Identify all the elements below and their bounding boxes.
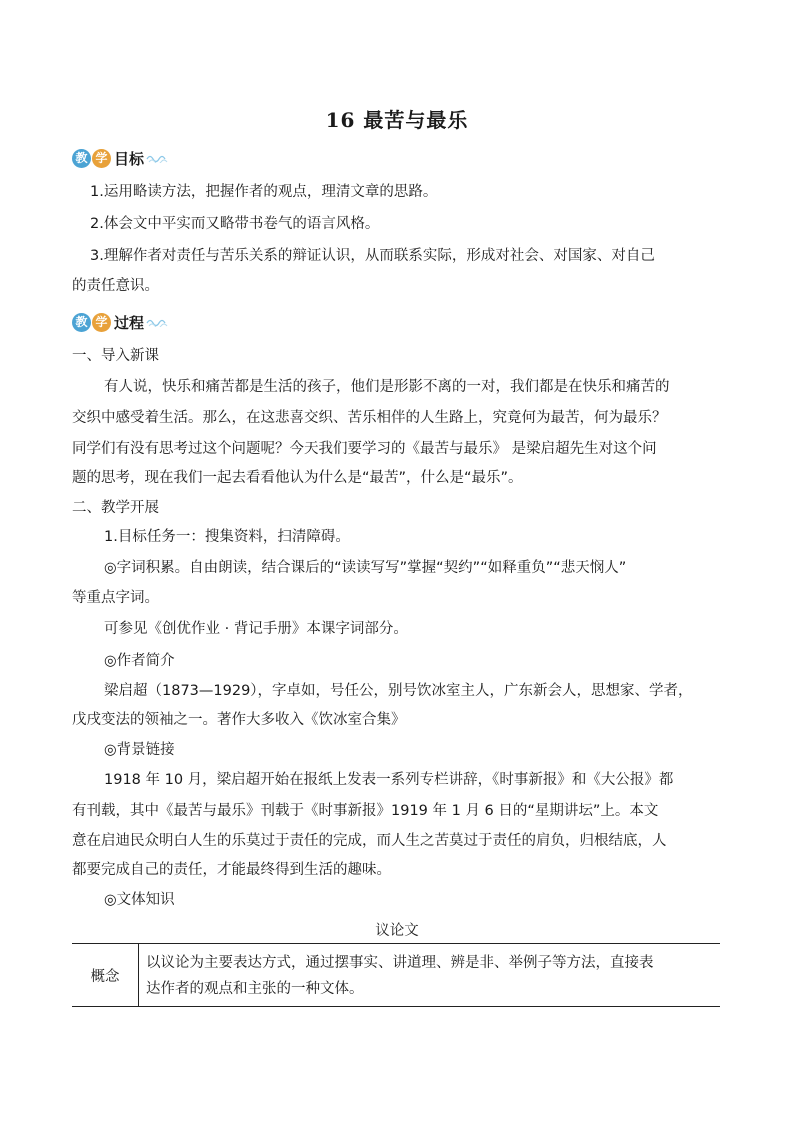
section-label: 目标 xyxy=(114,149,145,168)
paragraph-line: 题的思考，现在我们一起去看看他认为什么是“最苦”，什么是“最乐”。 xyxy=(72,470,523,486)
paragraph-line: ◎字词积累。自由朗读，结合课后的“读读写写”掌握“契约”“如释重负”“悲天悯人” xyxy=(104,560,627,576)
subheading-author: ◎作者简介 xyxy=(104,653,175,669)
table-row-header: 概念 xyxy=(72,944,139,1006)
section-badge-char: 教 xyxy=(72,149,91,168)
section-goals-heading xyxy=(72,147,168,169)
wave-decoration-icon xyxy=(146,317,168,327)
goal-item: 2.体会文中平实而又略带书卷气的语言风格。 xyxy=(90,216,380,232)
paragraph-line: 可参见《创优作业 · 背记手册》本课字词部分。 xyxy=(104,621,408,637)
table-caption: 议论文 xyxy=(375,923,419,939)
subheading: 二、教学开展 xyxy=(72,500,159,516)
section-label: 过程 xyxy=(114,313,145,332)
table-cell xyxy=(146,950,712,1002)
subheading-background: ◎背景链接 xyxy=(104,742,175,758)
section-process-heading xyxy=(72,311,168,333)
genre-table xyxy=(72,943,720,1007)
paragraph-line: 意在启迪民众明白人生的乐莫过于责任的完成，而人生之苦莫过于责任的肩负，归根结底，人 xyxy=(72,833,667,849)
table-cell-line: 以议论为主要表达方式，通过摆事实、讲道理、辨是非、举例子等方法，直接表 xyxy=(146,955,654,971)
goal-item-cont: 的责任意识。 xyxy=(72,278,159,294)
page-title: 16 最苦与最乐 xyxy=(325,108,469,132)
task-line: 1.目标任务一：搜集资料，扫清障碍。 xyxy=(104,529,350,545)
paragraph-line: 等重点字词。 xyxy=(72,590,159,606)
paragraph-line: 有人说，快乐和痛苦都是生活的孩子，他们是形影不离的一对，我们都是在快乐和痛苦的 xyxy=(104,379,670,395)
section-badge-char: 教 xyxy=(72,313,91,332)
paragraph-line: 戊戌变法的领袖之一。著作大多收入《饮冰室合集》 xyxy=(72,712,406,728)
paragraph-line: 都要完成自己的责任，才能最终得到生活的趣味。 xyxy=(72,862,391,878)
paragraph-line: 交织中感受着生活。那么，在这悲喜交织、苦乐相伴的人生路上，究竟何为最苦，何为最乐？ xyxy=(72,410,667,426)
paragraph-line: 梁启超（1873—1929），字卓如，号任公，别号饮冰室主人，广东新会人，思想家、学者， xyxy=(104,683,693,699)
wave-decoration-icon xyxy=(146,153,168,163)
paragraph-line: 1918 年 10 月，梁启超开始在报纸上发表一系列专栏讲辞，《时事新报》和《大公报》都 xyxy=(104,772,674,788)
section-badge-char: 学 xyxy=(92,313,111,332)
paragraph-line: 有刊载，其中《最苦与最乐》刊载于《时事新报》1919 年 1 月 6 日的“星期讲坛”上。本文 xyxy=(72,803,659,819)
goal-item: 3.理解作者对责任与苦乐关系的辩证认识，从而联系实际，形成对社会、对国家、对自己 xyxy=(90,248,655,264)
section-badge-char: 学 xyxy=(92,149,111,168)
subheading: 一、导入新课 xyxy=(72,348,159,364)
paragraph-line: 同学们有没有思考过这个问题呢？今天我们要学习的《最苦与最乐》 是梁启超先生对这个问 xyxy=(72,441,657,457)
goal-item: 1.运用略读方法，把握作者的观点，理清文章的思路。 xyxy=(90,184,438,200)
table-cell-line: 达作者的观点和主张的一种文体。 xyxy=(146,981,364,997)
subheading-genre: ◎文体知识 xyxy=(104,892,175,908)
